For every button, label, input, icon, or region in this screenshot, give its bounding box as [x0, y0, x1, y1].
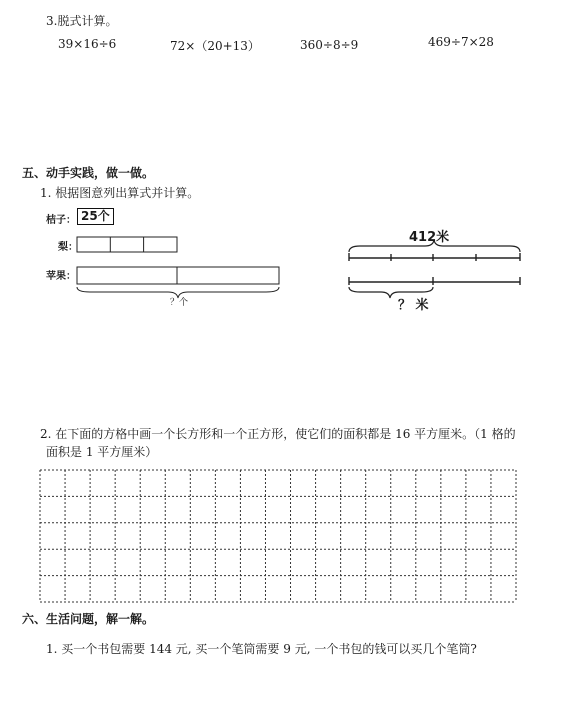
problem-3: 360÷8÷9	[300, 38, 359, 52]
problem-1: 39×16÷6	[58, 37, 117, 51]
part-question-label: ？ 米	[398, 298, 429, 313]
section6-title: 六、生活问题，解一解。	[22, 612, 155, 626]
square-grid[interactable]	[40, 470, 516, 602]
section6-question-1: 1. 买一个书包需要 144 元, 买一个笔筒需要 9 元, 一个书包的钱可以买几个笔筒?	[46, 642, 477, 656]
total-length-label: 412米	[409, 230, 450, 245]
section5-title: 五、动手实践，做一做。	[22, 166, 155, 180]
question-2-line2: 面积是 1 平方厘米）	[46, 445, 158, 459]
part-line	[349, 277, 520, 285]
question-1-text: 1. 根据图意列出算式并计算。	[40, 186, 200, 200]
pear-label: 梨：	[58, 242, 78, 253]
question-2-line1: 2. 在下面的方格中画一个长方形和一个正方形，使它们的面积都是 16 平方厘米。（1 格的	[40, 427, 516, 441]
pear-bar	[77, 237, 177, 252]
apple-question: ？个	[170, 298, 189, 308]
section3-title: 3.脱式计算。	[46, 14, 118, 28]
apple-bar-outline	[77, 267, 279, 284]
orange-value-box: 25个	[77, 208, 114, 225]
segment-line	[349, 253, 520, 261]
problem-2: 72×（20+13）	[170, 39, 260, 53]
problem-4: 469÷7×28	[428, 35, 494, 49]
orange-label: 桔子：	[46, 215, 76, 226]
apple-label: 苹果：	[46, 271, 76, 282]
grid-lines	[40, 470, 516, 602]
pear-bar-outline	[77, 237, 177, 252]
apple-bar	[77, 267, 279, 284]
